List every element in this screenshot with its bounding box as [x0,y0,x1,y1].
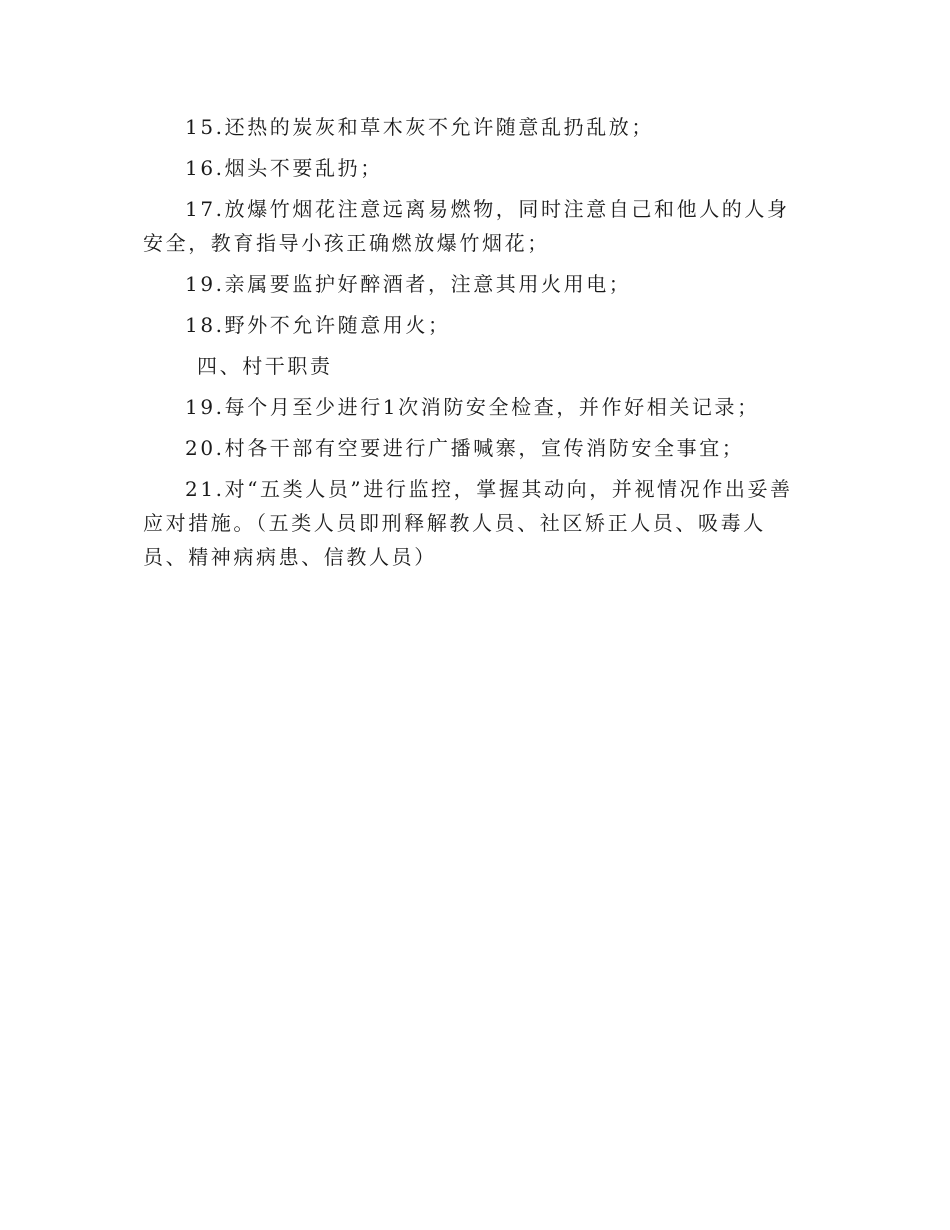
paragraph-item-17: 17.放爆竹烟花注意远离易燃物，同时注意自己和他人的人身安全，教育指导小孩正确燃放爆竹烟花； [143,197,790,255]
paragraph-item-18: 18.野外不允许随意用火； [185,313,451,337]
paragraph-item-20: 20.村各干部有空要进行广播喊寨，宣传消防安全事宜； [185,436,745,460]
paragraph-item-15: 15.还热的炭灰和草木灰不允许随意乱扔乱放； [185,115,655,139]
paragraph-item-19-inspection: 19.每个月至少进行1次消防安全检查，并作好相关记录； [185,395,760,419]
paragraph-item-16: 16.烟头不要乱扔； [185,156,383,180]
document-body [143,110,803,581]
section-heading-village-cadre-duties: 四、村干职责 [197,354,333,378]
paragraph-item-19-relatives: 19.亲属要监护好醉酒者，注意其用火用电； [185,272,632,296]
paragraph-item-21: 21.对“五类人员”进行监控，掌握其动向，并视情况作出妥善应对措施。（五类人员即刑释解教人员、社区矫正人员、吸毒人员、精神病病患、信教人员） [143,477,793,569]
